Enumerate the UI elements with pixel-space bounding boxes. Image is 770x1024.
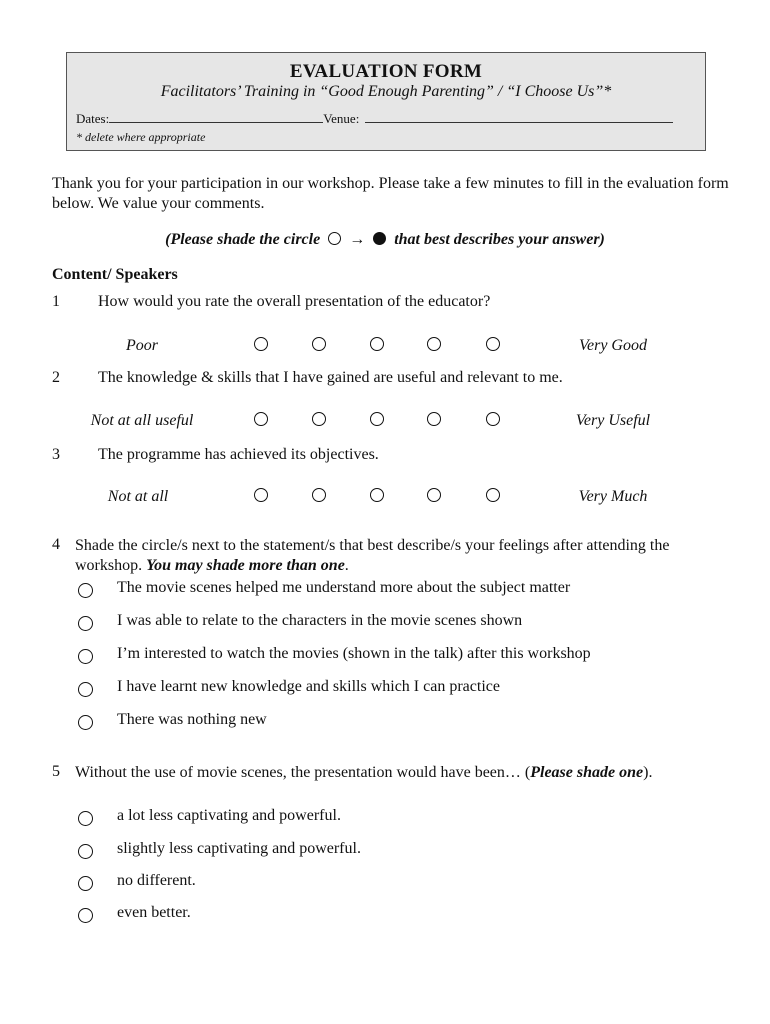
instruction-before: (Please shade the circle — [165, 231, 321, 248]
dates-field[interactable] — [109, 110, 323, 123]
q4-end: . — [344, 557, 349, 574]
rating-option-4[interactable] — [427, 337, 441, 351]
question-text — [75, 536, 675, 576]
option-label: a lot less captivating and powerful. — [117, 807, 341, 824]
option-label: The movie scenes helped me understand more about the subject matter — [117, 579, 571, 596]
rating-option-2[interactable] — [312, 488, 326, 502]
radio-circle[interactable] — [78, 876, 93, 891]
rating-option-1[interactable] — [254, 488, 268, 502]
question-number: 5 — [52, 763, 60, 780]
radio-circle[interactable] — [78, 844, 93, 859]
filled-circle-icon — [373, 232, 386, 245]
rating-option-1[interactable] — [254, 412, 268, 426]
option-label: even better. — [117, 904, 191, 921]
venue-field[interactable] — [365, 110, 673, 123]
delete-note: * delete where appropriate — [76, 130, 206, 144]
rating-option-5[interactable] — [486, 488, 500, 502]
q4-emphasis: You may shade more than one — [146, 557, 345, 574]
question-number: 4 — [52, 536, 60, 553]
question-text: How would you rate the overall presentation of the educator? — [98, 293, 491, 310]
rating-option-4[interactable] — [427, 488, 441, 502]
rating-option-5[interactable] — [486, 337, 500, 351]
option-label: I’m interested to watch the movies (shown in the talk) after this workshop — [117, 645, 591, 662]
question-text: The knowledge & skills that I have gained are useful and relevant to me. — [98, 369, 563, 386]
form-subtitle: Facilitators’ Training in “Good Enough Parenting” / “I Choose Us”* — [160, 83, 612, 100]
rating-option-2[interactable] — [312, 337, 326, 351]
option-label: no different. — [117, 872, 196, 889]
dates-venue-row — [76, 110, 673, 127]
checkbox-circle[interactable] — [78, 682, 93, 697]
form-header — [66, 52, 706, 151]
instruction-after: that best describes your answer) — [394, 231, 605, 248]
shade-instruction — [0, 231, 770, 249]
q5-text: Without the use of movie scenes, the presentation would have been… ( — [75, 764, 531, 781]
rating-option-4[interactable] — [427, 412, 441, 426]
rating-option-3[interactable] — [370, 337, 384, 351]
empty-circle-icon — [328, 232, 341, 245]
question-text: The programme has achieved its objectives. — [98, 446, 379, 463]
checkbox-circle[interactable] — [78, 616, 93, 631]
question-number: 2 — [52, 369, 60, 386]
scale-high-label: Very Good — [579, 337, 647, 354]
question-text — [75, 763, 705, 783]
scale-high-label: Very Useful — [575, 412, 651, 429]
rating-option-3[interactable] — [370, 488, 384, 502]
venue-label: Venue: — [323, 111, 360, 126]
option-label: I was able to relate to the characters in the movie scenes shown — [117, 612, 523, 629]
checkbox-circle[interactable] — [78, 715, 93, 730]
question-number: 3 — [52, 446, 60, 463]
checkbox-circle[interactable] — [78, 583, 93, 598]
rating-option-2[interactable] — [312, 412, 326, 426]
q5-end: ). — [643, 764, 653, 781]
rating-option-3[interactable] — [370, 412, 384, 426]
scale-low-label: Poor — [126, 337, 158, 354]
intro-text: Thank you for your participation in our workshop. Please take a few minutes to fill in the evaluation form below. We value your comments. — [52, 175, 729, 212]
option-label: slightly less captivating and powerful. — [117, 840, 361, 857]
scale-low-label: Not at all useful — [90, 412, 194, 429]
radio-circle[interactable] — [78, 908, 93, 923]
q5-emphasis: Please shade one — [530, 764, 644, 781]
section-title: Content/ Speakers — [52, 266, 178, 283]
rating-option-1[interactable] — [254, 337, 268, 351]
form-title: EVALUATION FORM — [289, 61, 483, 82]
radio-circle[interactable] — [78, 811, 93, 826]
q4-text: Shade the circle/s next to the statement/s that best describe/s your feelings after attending the workshop. — [75, 537, 670, 574]
checkbox-circle[interactable] — [78, 649, 93, 664]
arrow-icon: → — [349, 231, 366, 248]
dates-label: Dates: — [76, 111, 110, 126]
rating-option-5[interactable] — [486, 412, 500, 426]
scale-high-label: Very Much — [578, 488, 648, 505]
option-label: I have learnt new knowledge and skills which I can practice — [117, 678, 500, 695]
option-label: There was nothing new — [117, 711, 267, 728]
question-number: 1 — [52, 293, 60, 310]
scale-low-label: Not at all — [107, 488, 169, 505]
